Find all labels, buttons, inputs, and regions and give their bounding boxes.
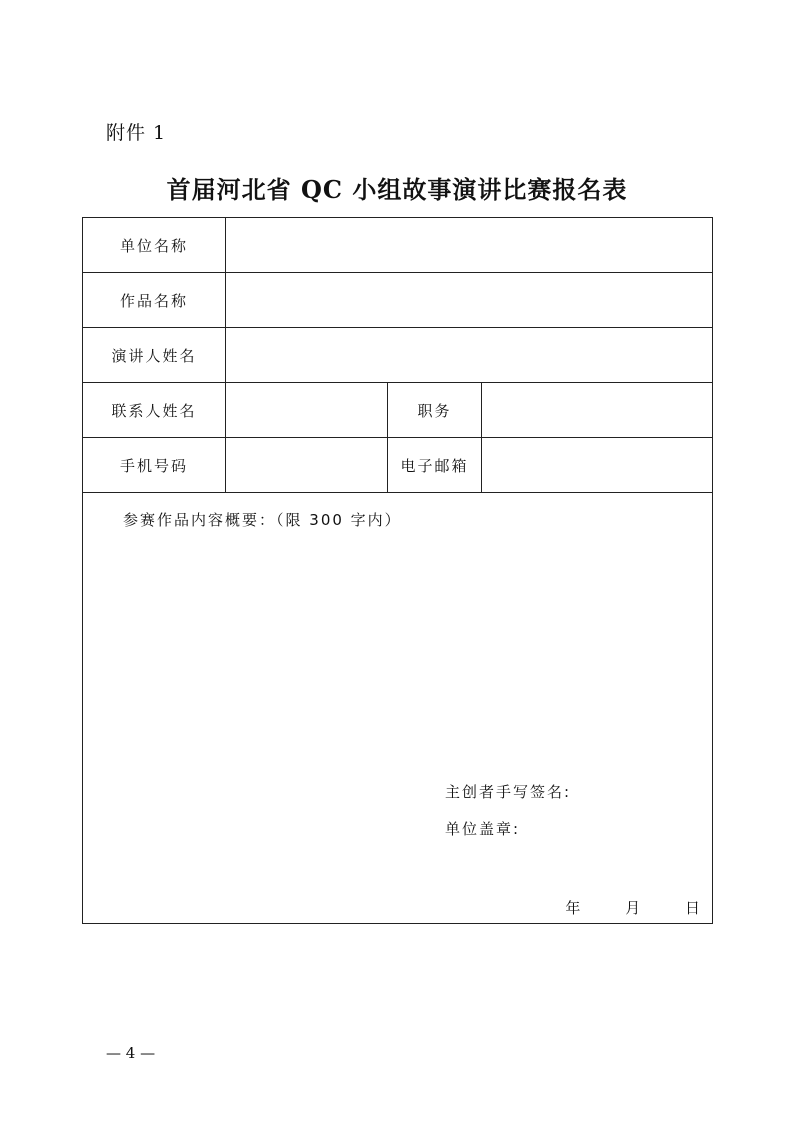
- contact-name-input[interactable]: [226, 383, 388, 438]
- unit-name-input[interactable]: [226, 218, 713, 273]
- phone-input[interactable]: [226, 438, 388, 493]
- date-line: [565, 897, 702, 918]
- date-day-label: 日: [685, 899, 703, 917]
- position-label: 职务: [388, 383, 482, 438]
- contact-name-label: 联系人姓名: [83, 383, 226, 438]
- work-name-row: [83, 273, 713, 328]
- summary-input-area[interactable]: [83, 493, 713, 924]
- email-label: 电子邮箱: [388, 438, 482, 493]
- registration-form-table: [82, 217, 713, 924]
- work-name-label: 作品名称: [83, 273, 226, 328]
- unit-name-label: 单位名称: [83, 218, 226, 273]
- position-input[interactable]: [482, 383, 713, 438]
- phone-label: 手机号码: [83, 438, 226, 493]
- unit-name-row: [83, 218, 713, 273]
- summary-label: 参赛作品内容概要：（限 300 字内）: [123, 511, 402, 529]
- email-input[interactable]: [482, 438, 713, 493]
- signature-label: 主创者手写签名:: [445, 783, 572, 801]
- page-number: — 4 —: [106, 1044, 156, 1062]
- date-year-label: 年: [565, 899, 583, 917]
- form-title: 首届河北省 QC 小组故事演讲比赛报名表: [166, 175, 628, 204]
- date-month-label: 月: [625, 899, 643, 917]
- attachment-label: 附件 1: [106, 122, 167, 144]
- speaker-name-input[interactable]: [226, 328, 713, 383]
- speaker-name-label: 演讲人姓名: [83, 328, 226, 383]
- contact-row: [83, 383, 713, 438]
- speaker-name-row: [83, 328, 713, 383]
- phone-email-row: [83, 438, 713, 493]
- work-name-input[interactable]: [226, 273, 713, 328]
- summary-row: [83, 493, 713, 924]
- unit-seal-label: 单位盖章:: [445, 820, 521, 838]
